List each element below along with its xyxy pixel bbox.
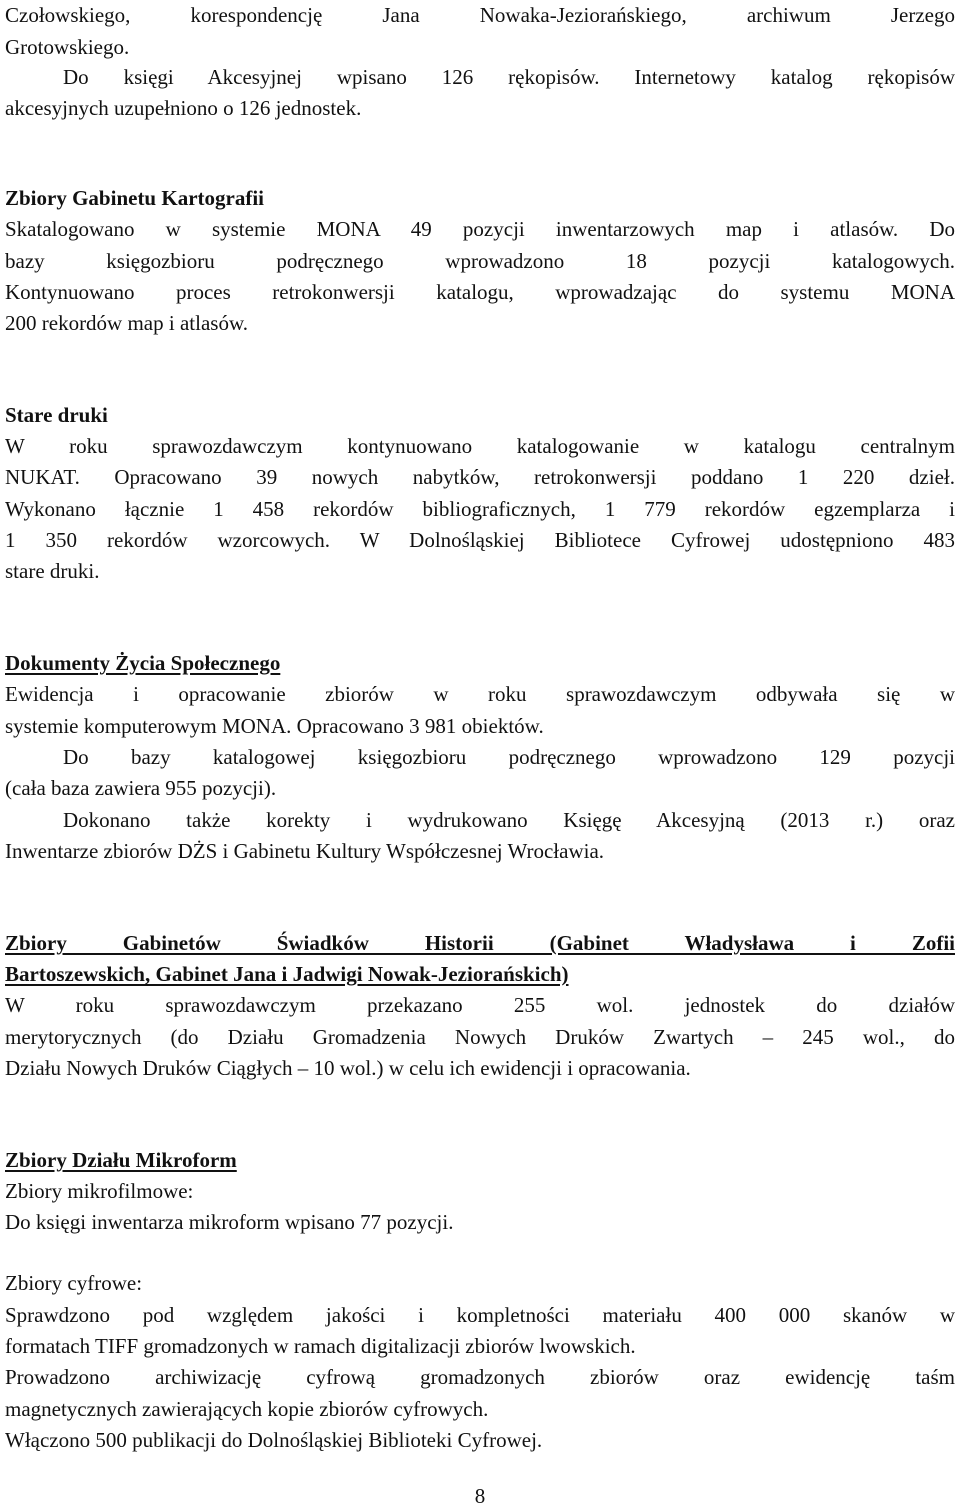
text-line: 1 350 rekordów wzorcowych. W Dolnośląskiej Bibliotece Cyfrowej udostępniono 483 bbox=[5, 528, 955, 552]
text-line: Zbiory mikrofilmowe: bbox=[5, 1179, 194, 1203]
text-line: W roku sprawozdawczym przekazano 255 wol. jednostek do działów bbox=[5, 993, 955, 1017]
text-line: akcesyjnych uzupełniono o 126 jednostek. bbox=[5, 96, 362, 120]
text-line: Do bazy katalogowej księgozbioru podręcznego wprowadzono 129 pozycji bbox=[63, 745, 955, 769]
text-line: formatach TIFF gromadzonych w ramach digitalizacji zbiorów lwowskich. bbox=[5, 1334, 636, 1358]
text-line: Grotowskiego. bbox=[5, 35, 130, 59]
text-line: Dokonano także korekty i wydrukowano Księgę Akcesyjną (2013 r.) oraz bbox=[63, 808, 955, 832]
section-heading-line: Dokumenty Życia Społecznego bbox=[5, 651, 281, 675]
text-line: (cała baza zawiera 955 pozycji). bbox=[5, 776, 277, 800]
text-line: Inwentarze zbiorów DŻS i Gabinetu Kultury Współczesnej Wrocławia. bbox=[5, 839, 605, 863]
text-line: 200 rekordów map i atlasów. bbox=[5, 311, 248, 335]
text-line: magnetycznych zawierających kopie zbiorów cyfrowych. bbox=[5, 1397, 489, 1421]
section-heading-line: Zbiory Gabinetu Kartografii bbox=[5, 186, 264, 210]
text-line: Wykonano łącznie 1 458 rekordów bibliograficznych, 1 779 rekordów egzemplarza i bbox=[5, 497, 955, 521]
text-line: Kontynuowano proces retrokonwersji katalogu, wprowadzając do systemu MONA bbox=[5, 280, 955, 304]
text-line: W roku sprawozdawczym kontynuowano katalogowanie w katalogu centralnym bbox=[5, 434, 955, 458]
section-heading-line: Zbiory Działu Mikroform bbox=[5, 1148, 237, 1172]
text-line: Włączono 500 publikacji do Dolnośląskiej Biblioteki Cyfrowej. bbox=[5, 1428, 543, 1452]
text-line: Skatalogowano w systemie MONA 49 pozycji inwentarzowych map i atlasów. Do bbox=[5, 217, 955, 241]
text-line: Sprawdzono pod względem jakości i kompletności materiału 400 000 skanów w bbox=[5, 1303, 955, 1327]
text-line: Prowadzono archiwizację cyfrową gromadzonych zbiorów oraz ewidencję taśm bbox=[5, 1365, 955, 1389]
section-heading-line: Bartoszewskich, Gabinet Jana i Jadwigi Nowak-Jeziorańskich) bbox=[5, 962, 569, 986]
text-line: Do księgi inwentarza mikroform wpisano 77 pozycji. bbox=[5, 1210, 454, 1234]
text-line: Do księgi Akcesyjnej wpisano 126 rękopisów. Internetowy katalog rękopisów bbox=[63, 65, 955, 89]
text-line: Zbiory cyfrowe: bbox=[5, 1271, 143, 1295]
text-line: Ewidencja i opracowanie zbiorów w roku sprawozdawczym odbywała się w bbox=[5, 682, 955, 706]
page-number: 8 bbox=[474, 1484, 486, 1508]
text-line: NUKAT. Opracowano 39 nowych nabytków, retrokonwersji poddano 1 220 dzieł. bbox=[5, 465, 955, 489]
text-line: Działu Nowych Druków Ciągłych – 10 wol.) w celu ich ewidencji i opracowania. bbox=[5, 1056, 691, 1080]
text-line: stare druki. bbox=[5, 559, 100, 583]
section-heading-line: Zbiory Gabinetów Świadków Historii (Gabinet Władysława i Zofii bbox=[5, 931, 955, 955]
section-heading-line: Stare druki bbox=[5, 403, 108, 427]
text-line: systemie komputerowym MONA. Opracowano 3 981 obiektów. bbox=[5, 714, 544, 738]
text-line: merytorycznych (do Działu Gromadzenia Nowych Druków Zwartych – 245 wol., do bbox=[5, 1025, 955, 1049]
text-line: Czołowskiego, korespondencję Jana Nowaka-Jeziorańskiego, archiwum Jerzego bbox=[5, 3, 955, 27]
text-line: bazy księgozbioru podręcznego wprowadzono 18 pozycji katalogowych. bbox=[5, 249, 955, 273]
